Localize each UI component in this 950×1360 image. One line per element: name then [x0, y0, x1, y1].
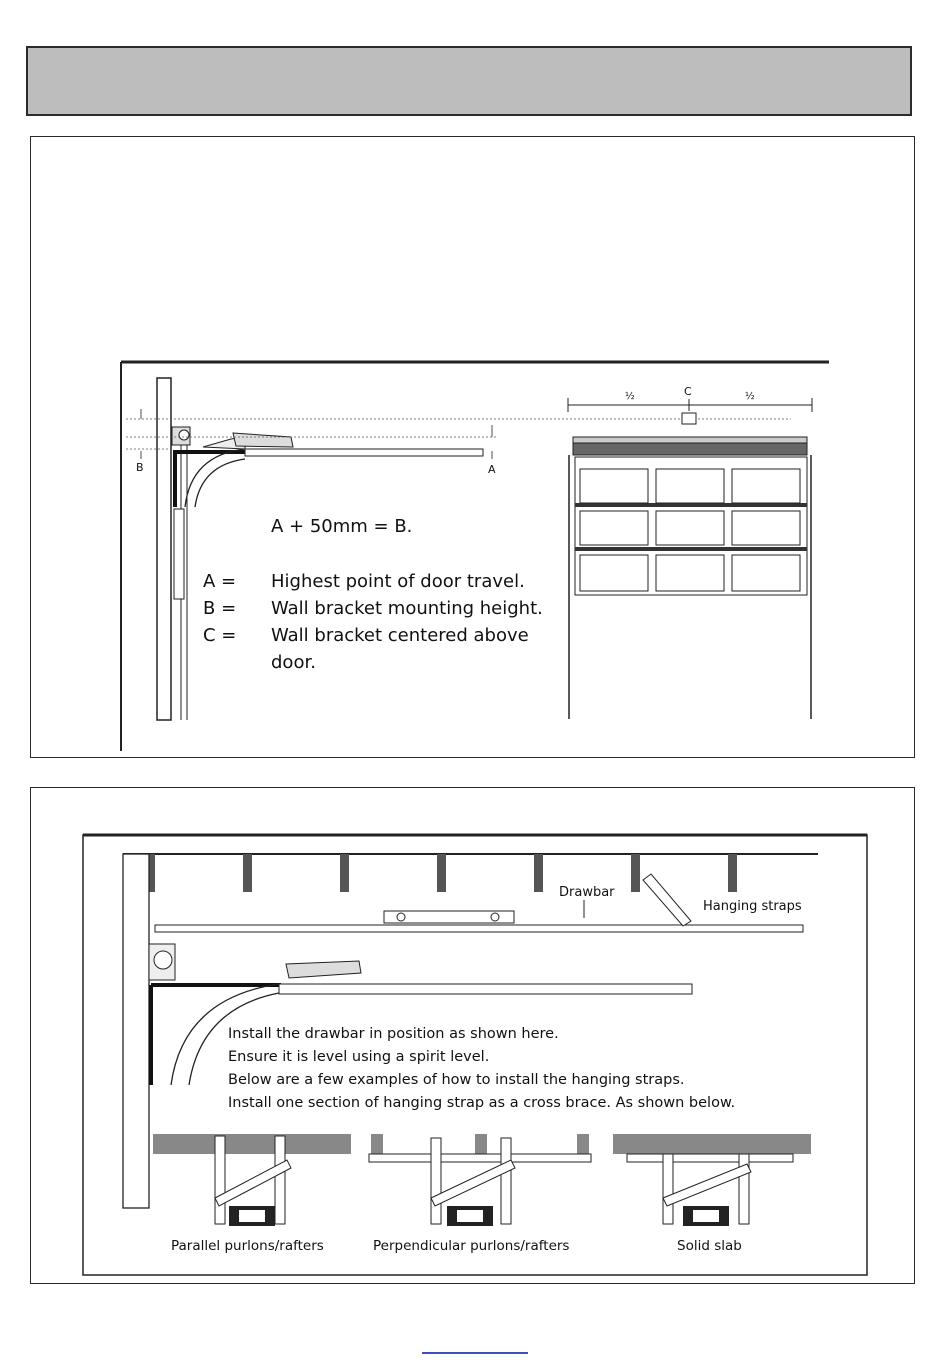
example-parallel: Parallel purlons/rafters	[171, 1238, 324, 1254]
legend-key-c: C =	[203, 625, 237, 646]
example-perpendicular: Perpendicular purlons/rafters	[373, 1238, 570, 1254]
instruction-3: Below are a few examples of how to install the hanging straps.	[228, 1072, 685, 1088]
legend-text-b: Wall bracket mounting height.	[271, 598, 543, 619]
example-solid-slab: Solid slab	[677, 1238, 742, 1254]
footer-link-underline[interactable]	[422, 1352, 528, 1354]
half-right: ½	[745, 391, 755, 402]
legend-key-b: B =	[203, 598, 237, 619]
drawbar-panel	[30, 787, 915, 1284]
legend-text-c-cont: door.	[271, 652, 316, 673]
instruction-1: Install the drawbar in position as shown here.	[228, 1026, 559, 1042]
instruction-2: Ensure it is level using a spirit level.	[228, 1049, 490, 1065]
wall-bracket-diagram	[31, 137, 916, 759]
legend-text-a: Highest point of door travel.	[271, 571, 525, 592]
label-a: A	[488, 463, 496, 476]
legend-key-a: A =	[203, 571, 237, 592]
legend-text-c: Wall bracket centered above	[271, 625, 529, 646]
section-header-bar	[26, 46, 912, 116]
label-c: C	[684, 385, 692, 398]
instruction-4: Install one section of hanging strap as a cross brace. As shown below.	[228, 1095, 736, 1111]
equation: A + 50mm = B.	[271, 516, 413, 537]
hanging-straps-label: Hanging straps	[703, 899, 802, 914]
drawbar-diagram	[31, 788, 916, 1285]
label-b: B	[136, 461, 144, 474]
wall	[157, 378, 171, 720]
wall-bracket-panel	[30, 136, 915, 758]
half-left: ½	[625, 391, 635, 402]
drawbar-label: Drawbar	[559, 885, 615, 900]
